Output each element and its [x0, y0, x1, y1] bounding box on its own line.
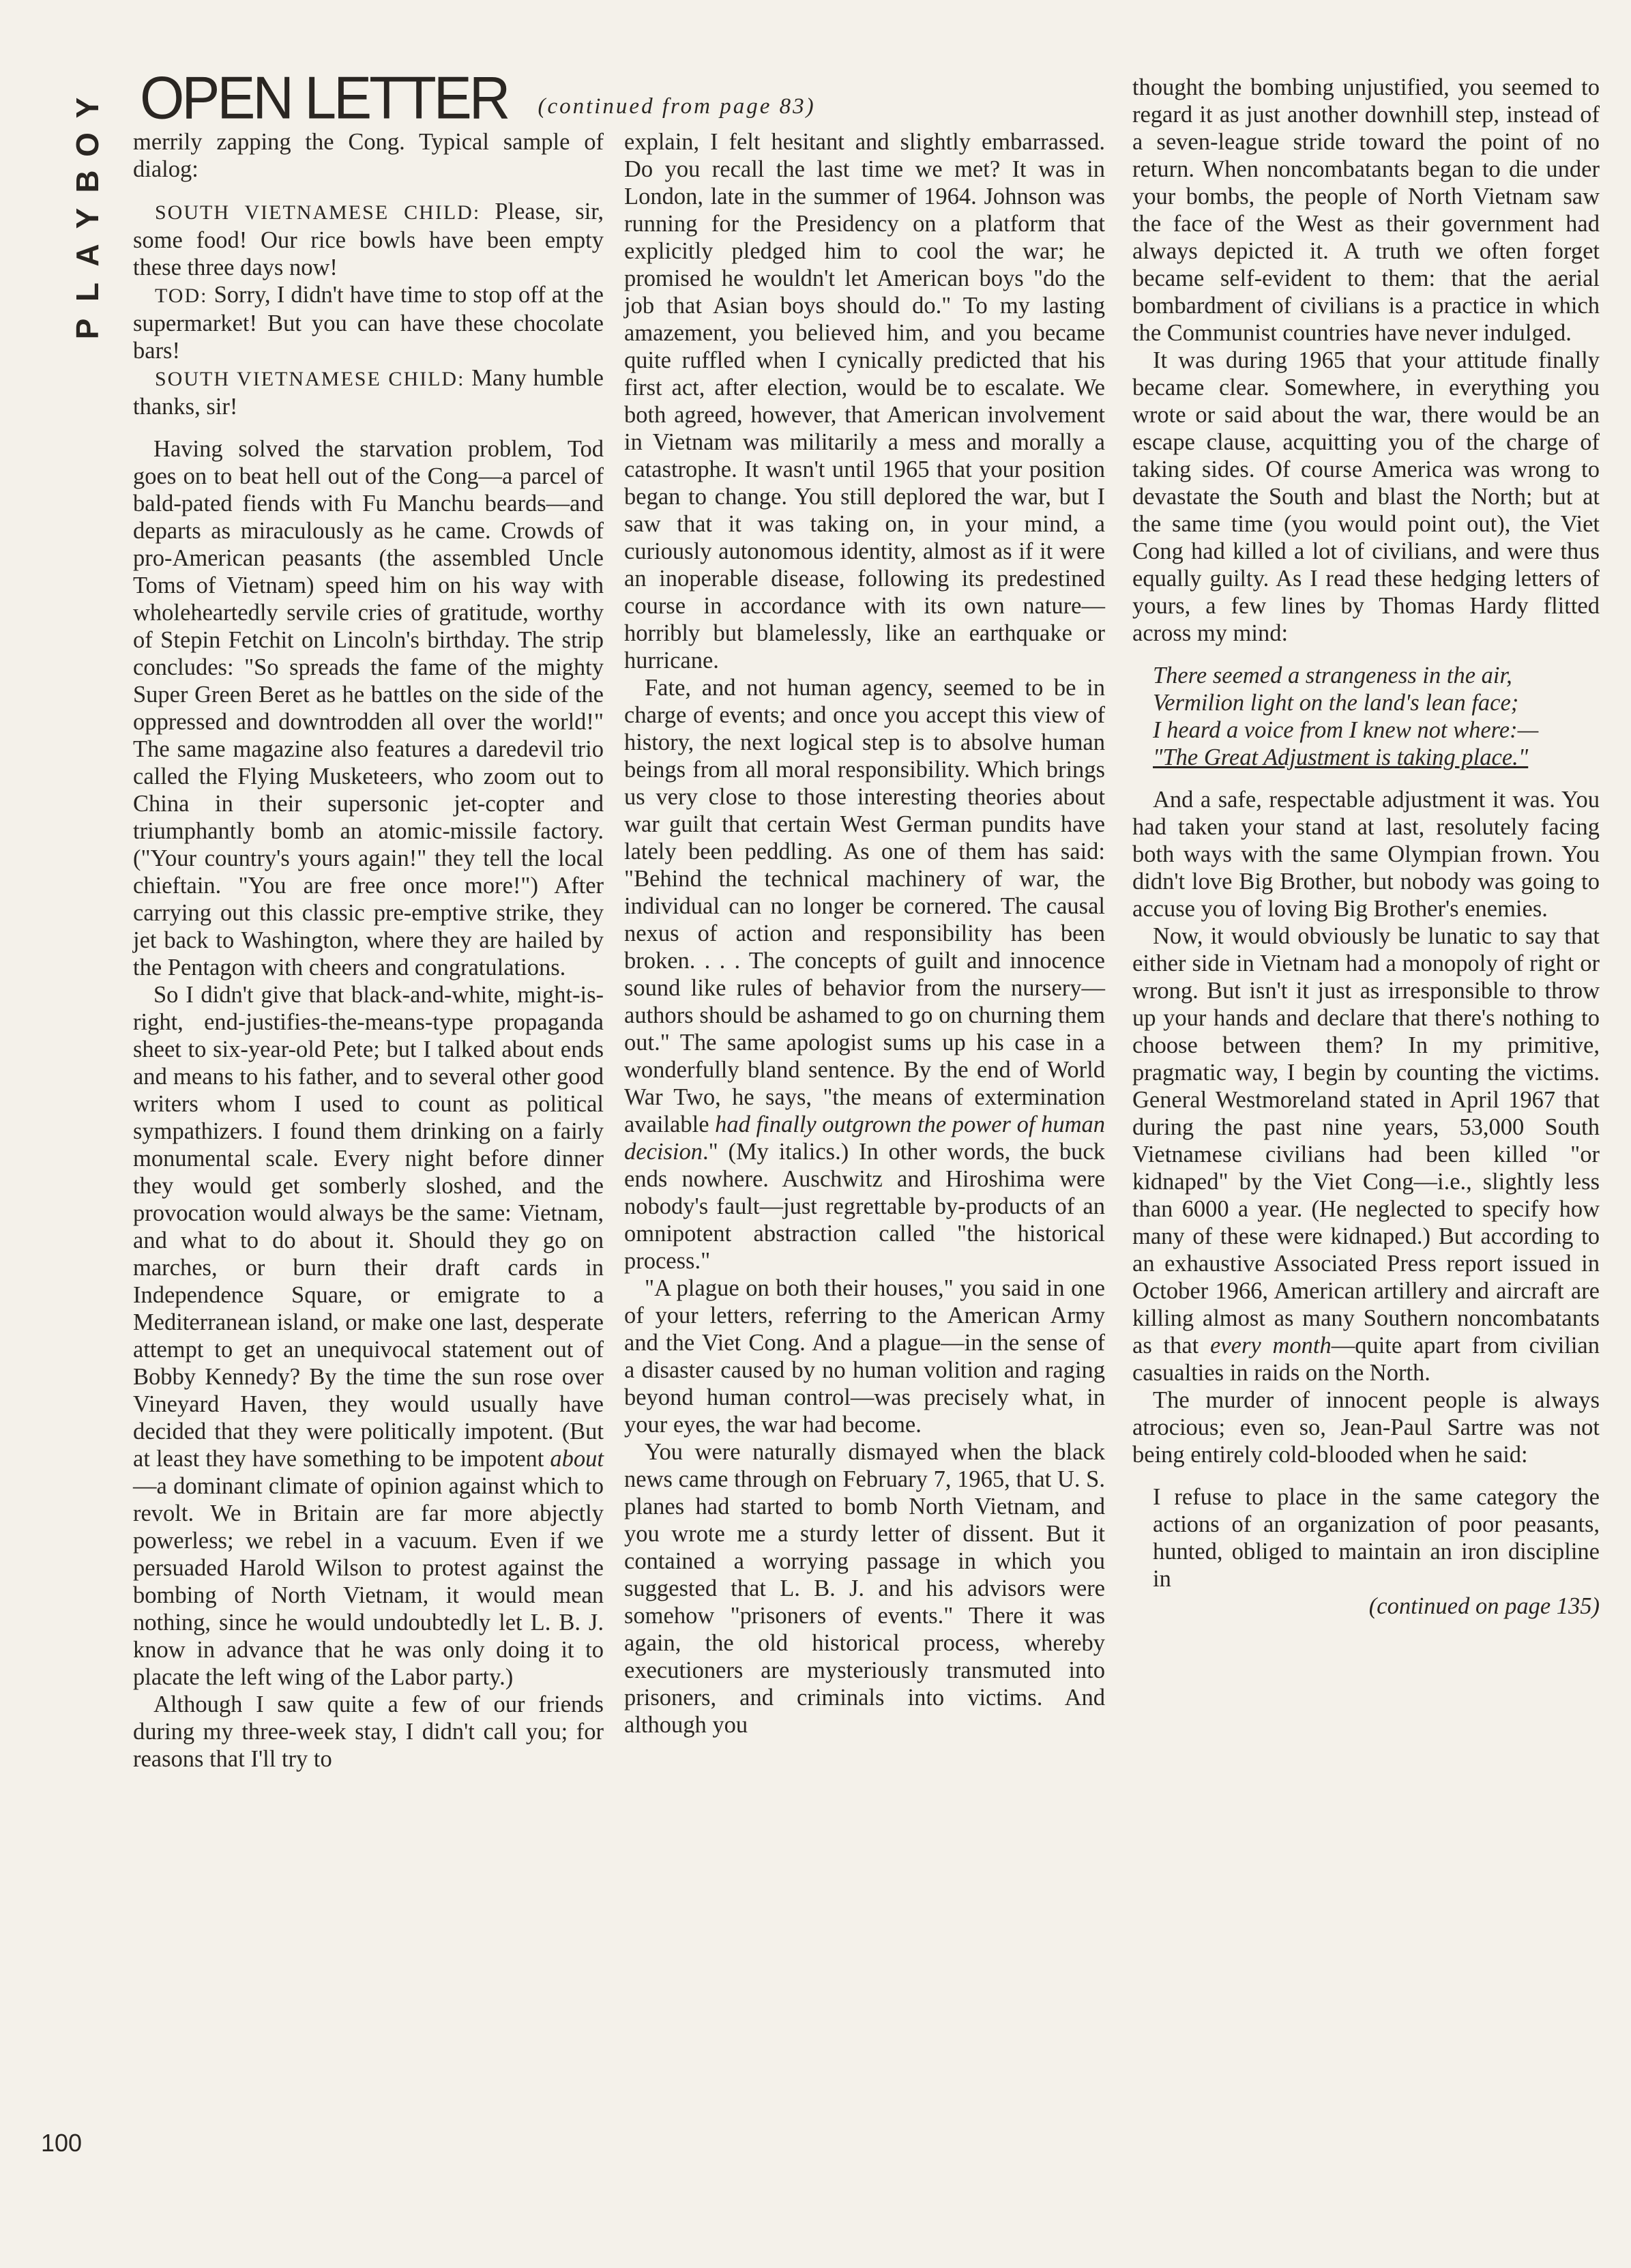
page-number: 100 [41, 2129, 83, 2157]
paragraph: merrily zapping the Cong. Typical sample of dialog: [133, 129, 604, 182]
column-2 [624, 128, 1105, 1739]
block-quote [1153, 1483, 1600, 1620]
dialog-line: Many humble thanks, sir! [133, 365, 604, 420]
article-heading [140, 65, 822, 133]
paragraph: It was during 1965 that your attitude finally became clear. Somewhere, in everything you wrote or said about the war, there would be an escape clause, acquitting you of the charge of taking sides. Of course America was wrong to devastate the South and blast the North; but at the same time (you would point out), the Viet Cong had killed a lot of civilians, and were thus equally guilty. As I read these hedging letters of yours, a few lines by Thomas Hardy flitted across my mind: [1132, 347, 1600, 646]
paragraph: You were naturally dismayed when the black news came through on February 7, 1965, that U. S. planes had started to bomb North Vietnam, and you wrote me a sturdy letter of dissent. But it contained a worrying passage in which you suggested that L. B. J. and his advisors were somehow "prisoners of events." There it was again, the old historical process, whereby executioners are mysteriously transmuted into prisoners, and criminals into victims. And although you [624, 1439, 1105, 1738]
column-3 [1132, 74, 1600, 1620]
dialog-speaker: SOUTH VIETNAMESE CHILD: [155, 368, 465, 390]
magazine-name-letter: O [70, 132, 105, 157]
paragraph: "A plague on both their houses," you said in one of your letters, referring to the American Army and the Viet Cong. And a plague—in the sense of a disaster caused by no human volition and raging beyond human control—was precisely what, in your eyes, the war had become. [624, 1275, 1105, 1438]
dialog-line: Sorry, I didn't have time to stop off at the supermarket! But you can have these chocolate bars! [133, 282, 604, 364]
article-title: OPEN LETTER [140, 63, 508, 132]
continued-on-note: (continued on page 135) [1368, 1593, 1600, 1619]
magazine-name-letter: A [70, 244, 105, 267]
dialog-line: Please, sir, some food! Our rice bowls have been empty these three days now! [133, 199, 604, 280]
magazine-name-letter: B [70, 170, 105, 193]
magazine-name-letter: Y [70, 97, 105, 119]
paragraph: The murder of innocent people is always atrocious; even so, Jean-Paul Sartre was not being entirely cold-blooded when he said: [1132, 1387, 1600, 1468]
paragraph: Although I saw quite a few of our friends during my three-week stay, I didn't call you; for reasons that I'll try to [133, 1691, 604, 1772]
poem-quotation [1153, 662, 1600, 771]
magazine-name-letter: P [70, 318, 105, 340]
poem-line: I heard a voice from I knew not where:— [1153, 717, 1539, 743]
paragraph: And a safe, respectable adjustment it was. You had taken your stand at last, resolutely facing both ways with the same Olympian frown. You didn't love Big Brother, but nobody was going to accuse you of loving Big Brother's enemies. [1132, 787, 1600, 922]
magazine-name-letter: L [70, 282, 105, 302]
magazine-sidebar-logo [67, 65, 108, 340]
paragraph: explain, I felt hesitant and slightly embarrassed. Do you recall the last time we met? It was in London, late in the summer of 1964. Johnson was running for the Presidency on a platform that explicitly pledged him to cool the war; he promised he wouldn't let American boys "do the job that Asian boys should do." To my lasting amazement, you believed him, and you became quite ruffled when I cynically predicted that his first act, after election, would be to escalate. We both agreed, however, that American involvement in Vietnam was militarily a mess and morally a catastrophe. It wasn't until 1965 that your position began to change. You still deplored the war, but I saw that it was taking on, in your mind, a curiously autonomous identity, almost as if it were an inoperable disease, following its predestined course in accordance with its own nature—horribly but blamelessly, like an earthquake or hurricane. [624, 129, 1105, 673]
paragraph: Fate, and not human agency, seemed to be in charge of events; and once you accept this view of history, the next logical step is to absolve human beings from all moral responsibility. Which brings us very close to those interesting theories about war guilt that certain West German pundits have lately been peddling. As one of them has said: "Behind the technical machinery of war, the individual can no longer be cornered. The causal nexus of action and responsibility has been broken. . . . The concepts of guilt and innocence sound like rules of behavior from the nursery—authors should be ashamed to go on churning them out." The same apologist sums up his case in a wonderfully bland sentence. By the end of World War Two, he says, "the means of extermination available had finally outgrown the power of human decision." (My italics.) In other words, the buck ends nowhere. Auschwitz and Hiroshima were nobody's fault—just regrettable by-products of an omnipotent abstraction called "the historical process." [624, 675, 1105, 1274]
column-1 [133, 128, 604, 1773]
paragraph: Having solved the starvation problem, Tod goes on to beat hell out of the Cong—a parcel of bald-pated fiends with Fu Manchu beards—and departs as miraculously as he came. Crowds of pro-American peasants (the assembled Uncle Toms of Vietnam) speed him on his way with wholeheartedly servile cries of gratitude, worthy of Stepin Fetchit on Lincoln's birthday. The strip concludes: "So spreads the fame of the mighty Super Green Beret as he battles on the side of the oppressed and downtrodden all over the world!" The same magazine also features a daredevil trio called the Flying Musketeers, who zoom out to China in their supersonic jet-copter and triumphantly bomb an atomic-missile factory. ("Your country's yours again!" they tell the local chieftain. "You are free once more!") After carrying out this classic pre-emptive strike, they jet back to Washington, where they are hailed by the Pentagon with cheers and congratulations. [133, 436, 604, 980]
dialog-speaker: SOUTH VIETNAMESE CHILD: [155, 201, 481, 224]
quote-text: I refuse to place in the same category the actions of an organization of poor peasants, hunted, obliged to maintain an iron discipline in [1153, 1484, 1600, 1592]
dialog-speaker: TOD: [155, 285, 208, 307]
poem-line: Vermilion light on the land's lean face; [1153, 690, 1519, 716]
continued-from-note: (continued from page 83) [538, 94, 816, 119]
comic-dialog [133, 198, 604, 420]
magazine-name-letter: Y [70, 207, 105, 229]
paragraph: So I didn't give that black-and-white, might-is-right, end-justifies-the-means-type propaganda sheet to six-year-old Pete; but I talked about ends and means to his father, and to several other good writers whom I used to count as political sympathizers. I found them drinking on a fairly monumental scale. Every night before dinner they would get somberly sloshed, and the provocation would always be the same: Vietnam, and what to do about it. Should they go on marches, or burn their draft cards in Independence Square, or emigrate to a Mediterranean island, or make one last, desperate attempt to get an unequivocal statement out of Bobby Kennedy? By the time the sun rose over Vineyard Haven, they would usually have decided that they were politically impotent. (But at least they have something to be impotent about—a dominant climate of opinion against which to revolt. We in Britain are far more abjectly powerless; we rebel in a vacuum. Even if we persuaded Harold Wilson to protest against the bombing of North Vietnam, it would mean nothing, since he would undoubtedly let L. B. J. know in advance that he was only doing it to placate the left wing of the Labor party.) [133, 982, 604, 1690]
paragraph: thought the bombing unjustified, you seemed to regard it as just another downhill step, instead of a seven-league stride toward the point of no return. When noncombatants began to die under your bombs, the people of North Vietnam saw the face of the West as their government had always depicted it. A truth we often forget became self-evident to them: that the aerial bombardment of civilians is a practice in which the Communist countries have never indulged. [1132, 74, 1600, 346]
poem-line: "The Great Adjustment is taking place." [1153, 744, 1529, 770]
paragraph: Now, it would obviously be lunatic to say that either side in Vietnam had a monopoly of right or wrong. But isn't it just as irresponsible to throw up your hands and declare that there's nothing to choose between them? In my primitive, pragmatic way, I begin by counting the victims. General Westmoreland stated in April 1967 that during the past nine years, 53,000 South Vietnamese civilians had been killed "or kidnaped" by the Viet Cong—i.e., slightly less than 6000 a year. (He neglected to specify how many of these were kidnaped.) But according to an exhaustive Associated Press report issued in October 1966, American artillery and aircraft are killing almost as many Southern noncombatants as that every month—quite apart from civilian casualties in raids on the North. [1132, 923, 1600, 1386]
poem-line: There seemed a strangeness in the air, [1153, 663, 1512, 688]
